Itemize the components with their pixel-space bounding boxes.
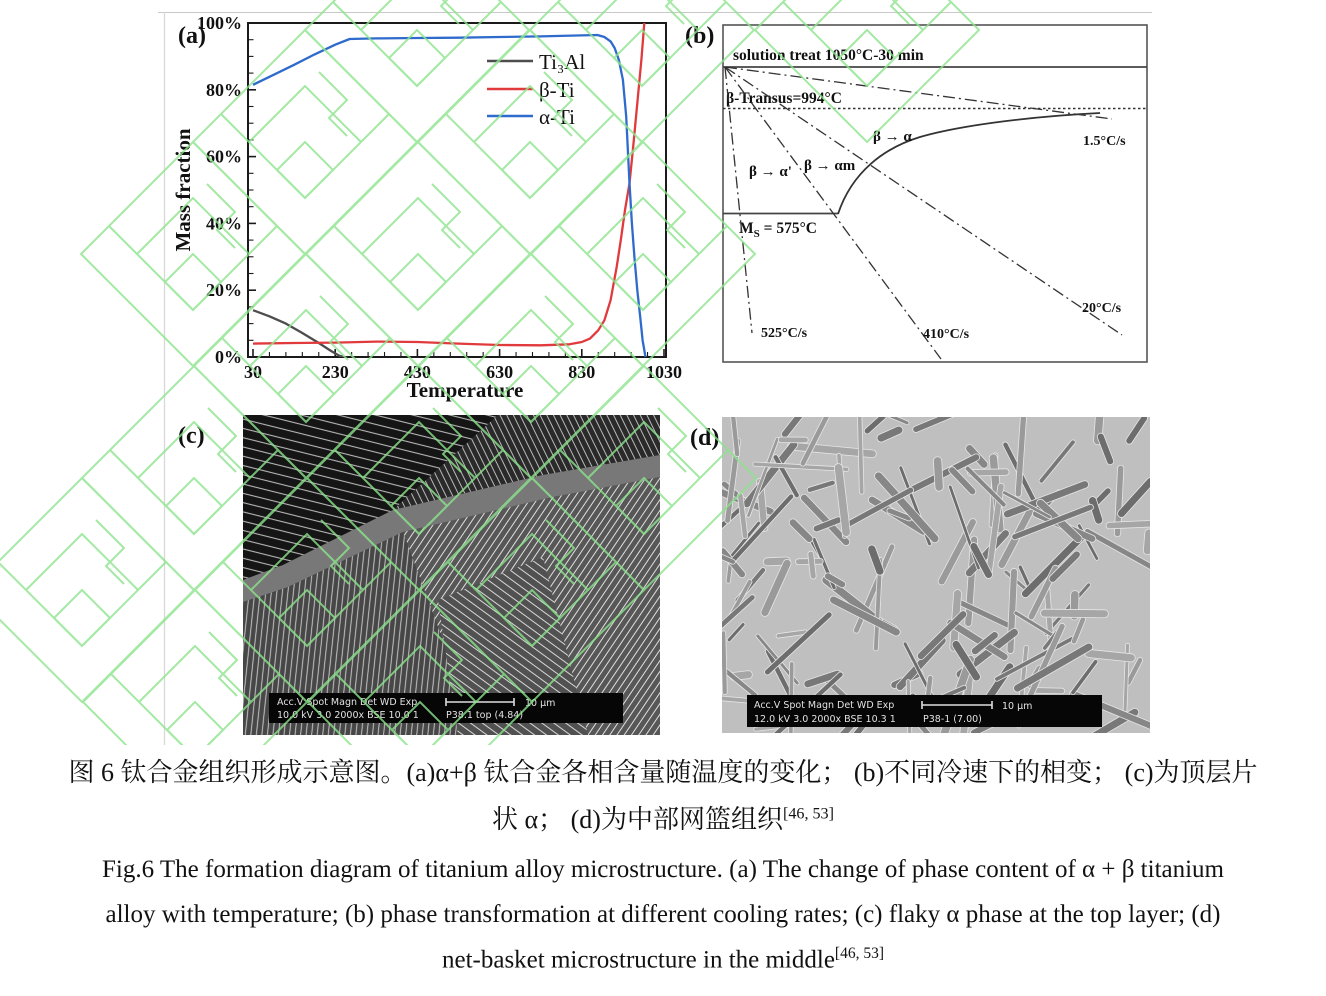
panel-d-sem-image	[696, 393, 1176, 745]
alpha-lath	[933, 456, 943, 491]
rate-label-525: 525°C/s	[761, 326, 808, 341]
sem-c-bar-row1: Acc.V Spot Magn Det WD Exp	[277, 697, 418, 708]
x-axis-title: Temperature	[406, 378, 524, 402]
caption-english-line3-text: net-basket microstructure in the middle	[441, 946, 835, 974]
cooling-line-20	[725, 67, 1122, 335]
alpha-lath	[1041, 609, 1109, 618]
panel-a-label: (a)	[178, 23, 206, 49]
x-tick-label: 830	[568, 362, 596, 382]
legend-label-alpha-ti: α-Ti	[539, 105, 575, 129]
y-tick-label: 80%	[206, 79, 242, 100]
alpha-lath	[1143, 529, 1153, 555]
rate-label-20: 20°C/s	[1082, 301, 1122, 316]
legend-label-ti3al: Ti₃Al	[539, 50, 586, 74]
ms-label-main: M	[739, 220, 754, 237]
sem-c-scale-label: 10 μm	[525, 698, 556, 709]
alpha-lath	[1034, 688, 1065, 694]
solution-treat-label: solution treat 1050°C-30 min	[733, 47, 924, 64]
caption-english-line3	[0, 945, 1326, 974]
region-label-beta-to-alpha-prime: β → α'	[749, 164, 792, 180]
y-tick-label: 40%	[206, 213, 242, 234]
panel-c-label: (c)	[178, 423, 205, 449]
ms-label-sub: S	[753, 228, 760, 240]
sem-d-sample-id: P38-1 (7.00)	[923, 714, 982, 725]
sem-c-sample-id: P38.1 top (4.84)	[446, 710, 524, 721]
y-tick-label: 20%	[206, 280, 242, 301]
panel-b-label: (b)	[685, 23, 715, 49]
region-label-beta-to-alpha: β → α	[873, 129, 912, 145]
panel-d-label: (d)	[690, 425, 720, 451]
y-tick-label: 60%	[206, 146, 242, 167]
ms-label-rest: = 575°C	[759, 220, 817, 237]
caption-english-reference: [46, 53]	[834, 945, 884, 962]
caption-chinese-reference: [46, 53]	[782, 805, 834, 823]
x-tick-label: 1030	[646, 362, 682, 382]
panel-b-cooling-diagram	[685, 23, 1147, 362]
caption-chinese-line2	[0, 799, 1326, 836]
panel-a-phase-fraction-chart	[171, 3, 682, 402]
sem-d-bar-row2: 12.0 kV 3.0 2000x BSE 10.3 1	[754, 714, 896, 725]
caption-chinese-line2-text: 状 α； (d)为中部网篮组织	[492, 805, 783, 834]
caption-english-line1: Fig.6 The formation diagram of titanium alloy microstructure. (a) The change of phase content of α + β titanium	[101, 856, 1225, 883]
rate-label-410: 410°C/s	[923, 327, 970, 342]
y-tick-label: 0%	[215, 347, 242, 367]
sem-c-bar-row2: 10.0 kV 3.0 2000x BSE 10.0 1	[277, 710, 419, 721]
ms-label	[739, 220, 817, 240]
caption-english-line2: alloy with temperature; (b) phase transformation at different cooling rates; (c) flaky α phase at the top layer; (d)	[105, 901, 1221, 928]
chart-legend	[487, 50, 585, 129]
x-tick-label: 430	[403, 362, 431, 382]
watermark-motif	[755, 0, 979, 142]
x-tick-label: 630	[486, 362, 514, 382]
beta-transus-label: β-Transus=994°C	[726, 90, 842, 107]
sem-d-scale-label: 10 μm	[1002, 701, 1033, 712]
caption-chinese-line1: 图 6 钛合金组织形成示意图。(a)α+β 钛合金各相含量随温度的变化； (b)不同冷速下的相变； (c)为顶层片	[68, 758, 1258, 787]
plot-frame	[248, 23, 666, 357]
region-label-beta-to-alpha-m: β → αm	[804, 158, 856, 174]
x-tick-label: 30	[244, 362, 262, 382]
y-tick-label: 100%	[197, 13, 242, 33]
y-axis-title: Mass fraction	[171, 128, 195, 252]
alpha-lath	[778, 437, 808, 443]
legend-label-beta-ti: β-Ti	[539, 78, 575, 102]
rate-label-1-5: 1.5°C/s	[1083, 134, 1126, 149]
x-tick-label: 230	[321, 362, 349, 382]
sem-d-bar-row1: Acc.V Spot Magn Det WD Exp	[754, 700, 895, 711]
